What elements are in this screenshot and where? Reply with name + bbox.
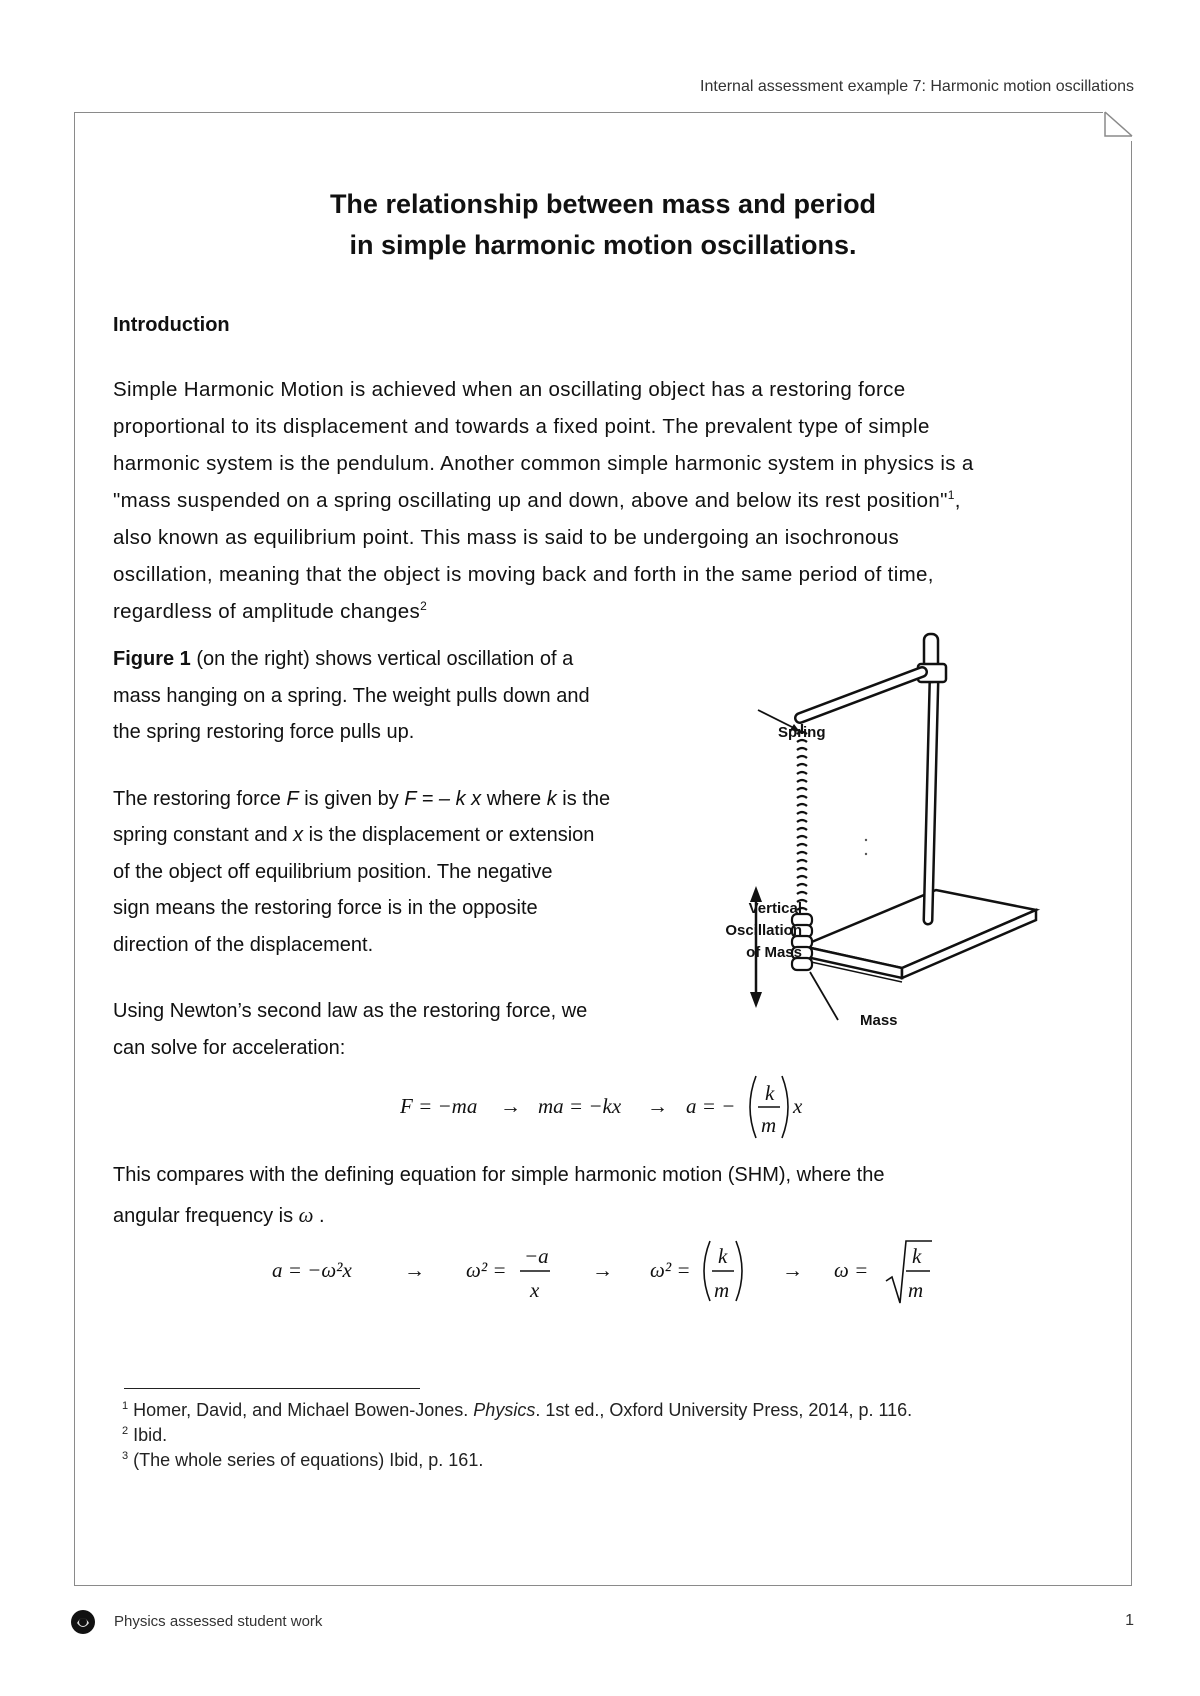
- eq2-arrow: →: [782, 1258, 803, 1282]
- intro-line-text: "mass suspended on a spring oscillating up and down, above and below its rest position": [113, 489, 948, 512]
- figure-label: Figure 1: [113, 648, 191, 670]
- rf-line: direction of the displacement.: [113, 933, 374, 956]
- eq1-part-a: F = −ma: [400, 1094, 478, 1118]
- rf-text: spring constant and: [113, 824, 294, 846]
- introduction-heading: Introduction: [113, 314, 230, 336]
- intro-line: [113, 482, 1113, 519]
- eq2-sqrt-m: m: [908, 1278, 924, 1302]
- introduction-paragraph: [113, 371, 1113, 630]
- footnote-number: 2: [122, 1425, 129, 1437]
- rf-line: sign means the restoring force is in the opposite: [113, 897, 538, 919]
- title-line-2: in simple harmonic motion oscillations.: [349, 230, 857, 260]
- footnote-text: (The whole series of equations) Ibid, p. 161.: [128, 1450, 484, 1470]
- rf-text: is the displacement or extension: [303, 824, 595, 846]
- rf-text: is the: [556, 787, 611, 810]
- eq1-m: m: [761, 1113, 777, 1137]
- spring-stand-illustration: [706, 628, 1046, 1038]
- eq2-arrow: →: [404, 1258, 425, 1282]
- label-mass: Mass: [860, 1012, 898, 1029]
- figure-desc-line: [113, 641, 683, 678]
- rf-line: [113, 817, 683, 854]
- acceleration-equation: [400, 1068, 840, 1148]
- footnote-text: Homer, David, and Michael Bowen-Jones.: [128, 1400, 474, 1420]
- newton-line: Using Newton’s second law as the restoring force, we: [113, 1000, 588, 1022]
- rf-var: k: [546, 787, 557, 810]
- eq2-omega-lhs-2: ω² =: [650, 1258, 691, 1282]
- eq2-num: −a: [524, 1244, 549, 1268]
- shm-line-2: [113, 1195, 1113, 1236]
- spring-mass-figure: [706, 628, 1046, 1038]
- rf-text: The restoring force: [113, 787, 287, 810]
- eq1-part-c: a = −: [686, 1094, 736, 1118]
- figure-desc-line: the spring restoring force pulls up.: [113, 721, 415, 743]
- figure-desc-line: mass hanging on a spring. The weight pulls down and: [113, 684, 590, 707]
- eq1-part-b: ma = −kx: [538, 1094, 622, 1118]
- rf-var: x: [293, 824, 304, 846]
- omega-symbol: ω: [298, 1203, 314, 1227]
- footnote-number: 3: [122, 1450, 129, 1462]
- ib-logo-icon: [70, 1609, 96, 1635]
- label-vertical: Vertical: [748, 900, 802, 917]
- label-vertical-oscillation: [722, 898, 802, 964]
- eq2-sqrt-k: k: [912, 1244, 922, 1268]
- footnote-text: . 1st ed., Oxford University Press, 2014, p. 116.: [535, 1400, 913, 1420]
- rf-formula: F = – k x: [404, 787, 482, 810]
- left-column-text: [113, 641, 683, 1096]
- intro-line: Simple Harmonic Motion is achieved when an oscillating object has a restoring force: [113, 378, 906, 401]
- eq2-omega-lhs: ω² =: [466, 1258, 507, 1282]
- eq1-x: x: [793, 1094, 803, 1118]
- intro-line: also known as equilibrium point. This mass is said to be undergoing an isochronous: [113, 526, 900, 549]
- eq1-k: k: [765, 1081, 775, 1105]
- restoring-force-paragraph: [113, 781, 683, 964]
- rf-var: F: [286, 787, 299, 810]
- rf-text: is given by: [298, 787, 405, 810]
- page-number: 1: [1125, 1612, 1134, 1629]
- footnote-number: 1: [122, 1400, 129, 1412]
- footnote-ref: 2: [420, 599, 428, 614]
- rf-text: where: [481, 787, 547, 810]
- footnote-text: Ibid.: [128, 1425, 168, 1445]
- newton-line: can solve for acceleration:: [113, 1036, 346, 1059]
- eq2-arrow: →: [592, 1258, 613, 1282]
- running-header: Internal assessment example 7: Harmonic motion oscillations: [700, 78, 1134, 95]
- footnote-2: [122, 1423, 1102, 1448]
- shm-line-2-text: angular frequency is: [113, 1205, 299, 1227]
- footnote-3: [122, 1448, 1102, 1473]
- footnote-ref: 1: [947, 488, 955, 503]
- label-oscillation: Oscillation: [725, 922, 802, 939]
- footnotes: [122, 1398, 1102, 1473]
- footnote-book-title: Physics: [473, 1400, 536, 1420]
- newton-paragraph: [113, 993, 683, 1066]
- eq2-defining: a = −ω²x: [272, 1258, 352, 1282]
- label-spring: Spring: [778, 724, 826, 741]
- intro-line: oscillation, meaning that the object is moving back and forth in the same period of time,: [113, 563, 934, 586]
- eq2-den: x: [530, 1278, 540, 1302]
- page-title: [74, 184, 1132, 266]
- intro-line-text: regardless of amplitude changes: [113, 600, 421, 623]
- eq2-m: m: [714, 1278, 730, 1302]
- angular-frequency-equations: [262, 1235, 942, 1315]
- intro-line: proportional to its displacement and towards a fixed point. The prevalent type of simple: [113, 415, 930, 438]
- intro-line-comma: ,: [954, 489, 961, 512]
- shm-period: .: [313, 1205, 325, 1227]
- shm-line-1: This compares with the defining equation for simple harmonic motion (SHM), where the: [113, 1164, 885, 1186]
- eq2-omega-lhs-3: ω =: [834, 1258, 869, 1282]
- rf-line: [113, 781, 683, 818]
- rf-line: of the object off equilibrium position. The negative: [113, 860, 553, 883]
- intro-line: harmonic system is the pendulum. Another common simple harmonic system in physics is a: [113, 452, 974, 475]
- footnote-divider: [124, 1388, 420, 1389]
- shm-paragraph: [113, 1155, 1113, 1236]
- eq2-k: k: [718, 1244, 728, 1268]
- folded-corner-icon: [1103, 111, 1133, 141]
- footer-text: Physics assessed student work: [114, 1613, 323, 1630]
- eq1-arrow: →: [500, 1094, 521, 1118]
- intro-line: [113, 593, 1113, 630]
- footnote-1: [122, 1398, 1102, 1423]
- eq1-arrow: →: [647, 1094, 668, 1118]
- title-line-1: The relationship between mass and period: [329, 189, 877, 219]
- figure-description: [113, 641, 683, 751]
- figure-desc-text: (on the right) shows vertical oscillation of a: [190, 648, 574, 670]
- label-of-mass: of Mass: [746, 944, 802, 961]
